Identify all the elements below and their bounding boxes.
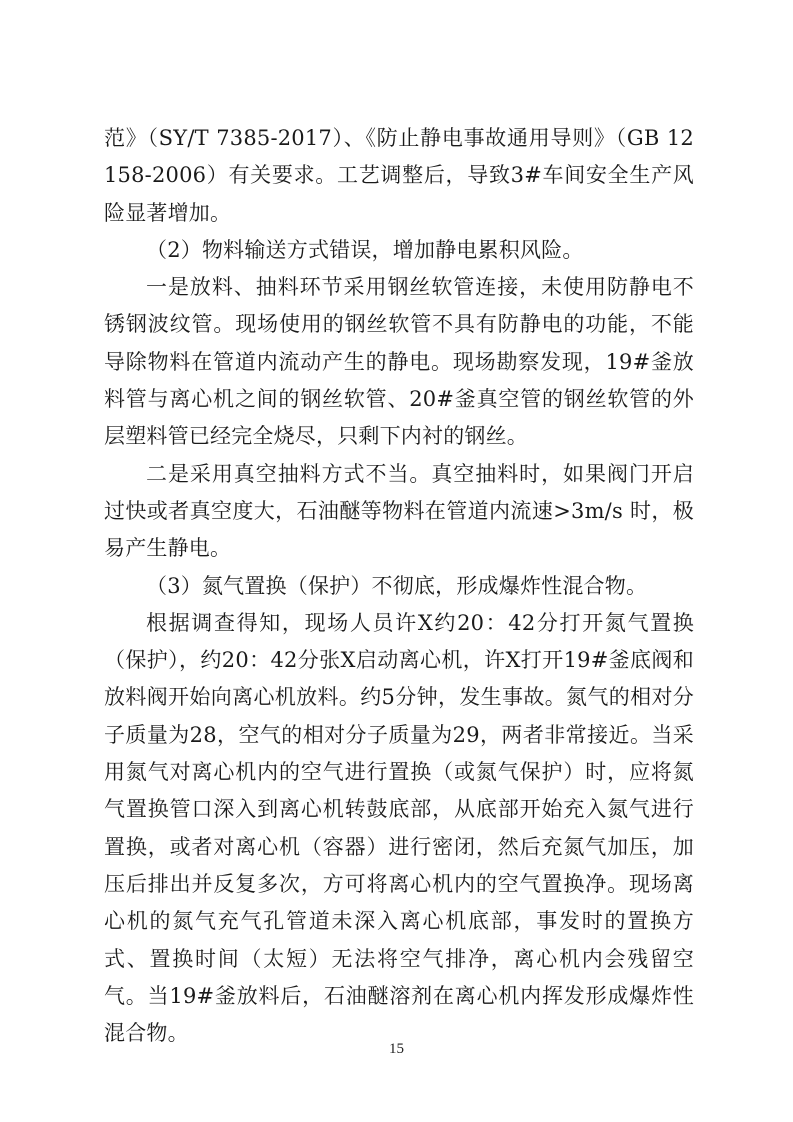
paragraph-nitrogen: 根据调查得知，现场人员许X约20：42分打开氮气置换（保护），约20：42分张X启动离心机，许X打开19#釜底阀和放料阀开始向离心机放料。约5分钟，发生事故。氮气的相对分子质量为28，空气的相对分子质量为29，两者非常接近。当采用氮气对离心机内的空气进行置换（或氮气保护）时，应将氮气置换管口深入到离心机转鼓底部，从底部开始充入氮气进行置换，或者对离心机（容器）进行密闭，然后充氮气加压，加压后排出并反复多次，方可将离心机内的空气置换净。现场离心机的氮气充气孔管道未深入离心机底部，事发时的置换方式、置换时间（太短）无法将空气排净，离心机内会残留空气。当19#釜放料后，石油醚溶剂在离心机内挥发形成爆炸性混合物。: [104, 610, 694, 1046]
section-heading-3: （3）氮气置换（保护）不彻底，形成爆炸性混合物。: [146, 573, 648, 598]
paragraph-vacuum: 二是采用真空抽料方式不当。真空抽料时，如果阀门开启过快或者真空度大，石油醚等物料在管道内流速>3m/s 时，极易产生静电。: [104, 461, 694, 561]
section-heading-2: （2）物料输送方式错误，增加静电累积风险。: [146, 237, 584, 262]
page-number: 15: [389, 1041, 404, 1057]
paragraph-continuation: 范》（SY/T 7385-2017）、《防止静电事故通用导则》（GB 12158-2006）有关要求。工艺调整后，导致3#车间安全生产风险显著增加。: [104, 126, 694, 225]
document-body: [104, 120, 694, 1052]
paragraph-steel-hose: 一是放料、抽料环节采用钢丝软管连接，未使用防静电不锈钢波纹管。现场使用的钢丝软管不具有防静电的功能，不能导除物料在管道内流动产生的静电。现场勘察发现，19#釜放料管与离心机之间的钢丝软管、20#釜真空管的钢丝软管的外层塑料管已经完全烧尽，只剩下内衬的钢丝。: [104, 275, 694, 449]
